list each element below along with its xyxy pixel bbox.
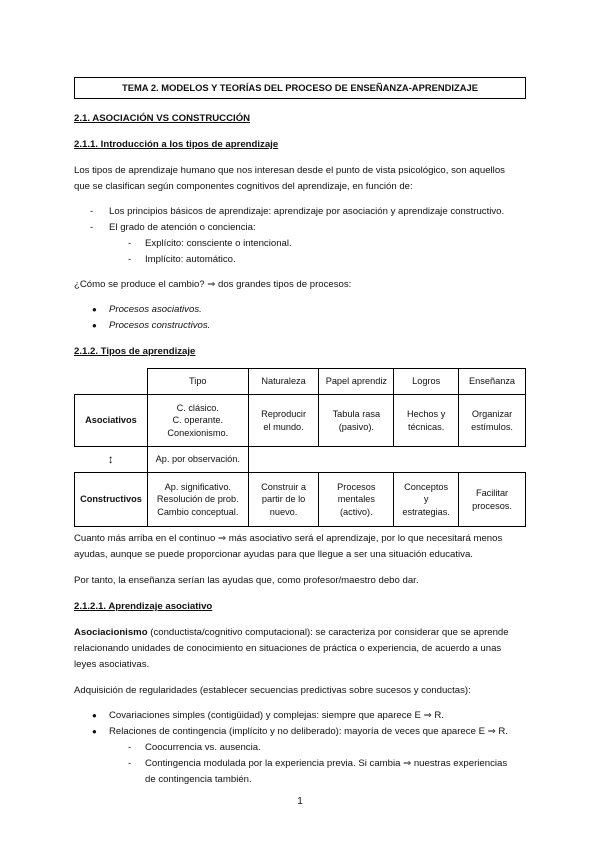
table-header: Papel aprendiz — [319, 369, 394, 395]
table-cell-naturaleza: Reproducir el mundo. — [248, 395, 319, 447]
table-corner-cell — [75, 369, 148, 395]
intro-line-1: Los tipos de aprendizaje humano que nos interesan desde el punto de vista psicológico, son aquellos — [74, 165, 505, 176]
table-header: Logros — [394, 369, 459, 395]
table-cell-papel: Tabula rasa (pasivo). — [319, 395, 394, 447]
tipos-aprendizaje-table — [74, 368, 526, 527]
tanto-text: Por tanto, la enseñanza serían las ayudas que, como profesor/maestro debo dar. — [74, 575, 419, 586]
list-item: Relaciones de contingencia (implícito y no deliberado): mayoría de veces que aparece E ⇒ R. — [109, 726, 508, 737]
question-text: ¿Cómo se produce el cambio? ⇒ dos grandes tipos de procesos: — [74, 279, 352, 290]
table-cell-observacion: Ap. por observación. — [147, 447, 248, 473]
asociacionismo-line-3: leyes asociativas. — [74, 659, 150, 670]
section-heading-2-1: 2.1. ASOCIACIÓN VS CONSTRUCCIÓN — [74, 113, 251, 124]
table-cell-logros: Conceptos y estrategias. — [394, 473, 459, 527]
dash-marker: - — [90, 206, 94, 217]
table-row-asociativos — [75, 395, 526, 447]
table-header: Enseñanza — [459, 369, 526, 395]
table-cell-naturaleza: Construir a partir de lo nuevo. — [248, 473, 319, 527]
document-title: TEMA 2. MODELOS Y TEORÍAS DEL PROCESO DE ENSEÑANZA-APRENDIZAJE — [74, 77, 526, 99]
table-header: Tipo — [147, 369, 248, 395]
table-row-constructivos — [75, 473, 526, 527]
list-item: Procesos asociativos. — [109, 304, 202, 315]
dash-marker: - — [128, 238, 132, 249]
dash-marker: - — [128, 758, 132, 769]
asociacionismo-line-1 — [74, 626, 526, 640]
section-heading-2-1-1: 2.1.1. Introducción a los tipos de aprendizaje — [74, 139, 279, 150]
dash-marker: - — [128, 742, 132, 753]
table-cell-papel: Procesos mentales (activo). — [319, 473, 394, 527]
list-item: Los principios básicos de aprendizaje: aprendizaje por asociación y aprendizaje constructivo. — [109, 206, 505, 217]
row-label: Constructivos — [75, 473, 148, 527]
table-cell-ensenanza: Facilitar procesos. — [459, 473, 526, 527]
list-item: Covariaciones simples (contigüidad) y complejas: siempre que aparece E ⇒ R. — [109, 710, 444, 721]
asociacionismo-term: Asociacionismo — [74, 627, 148, 638]
bullet-icon: ● — [92, 305, 97, 314]
section-heading-2-1-2: 2.1.2. Tipos de aprendizaje — [74, 346, 196, 357]
table-cell-tipo: C. clásico. C. operante. Conexionismo. — [147, 395, 248, 447]
asociacionismo-def: (conductista/cognitivo computacional): se caracteriza por considerar que se aprende — [147, 627, 509, 638]
sub-list-item: Coocurrencia vs. ausencia. — [145, 742, 261, 753]
double-arrow-icon: ↕ — [107, 452, 114, 467]
adquisicion-text: Adquisición de regularidades (establecer secuencias predictivas sobre sucesos y conductas): — [74, 685, 471, 696]
continuo-line-2: ayudas, aunque se puede proporcionar ayudas para que llegue a ser una situación educativa. — [74, 549, 473, 560]
bullet-icon: ● — [92, 711, 97, 720]
bullet-icon: ● — [92, 321, 97, 330]
table-cell-logros: Hechos y técnicas. — [394, 395, 459, 447]
sub-list-item-continued: de contingencia también. — [145, 774, 252, 785]
continuo-line-1: Cuanto más arriba en el continuo ⇒ más asociativo será el aprendizaje, por lo que necesitará menos — [74, 533, 503, 544]
dash-marker: - — [128, 254, 132, 265]
row-label: Asociativos — [75, 395, 148, 447]
dash-marker: - — [90, 222, 94, 233]
table-cell-ensenanza: Organizar estímulos. — [459, 395, 526, 447]
sub-list-item: Explícito: consciente o intencional. — [145, 238, 292, 249]
sub-list-item: Contingencia modulada por la experiencia previa. Si cambia ⇒ nuestras experiencias — [145, 758, 508, 769]
section-heading-2-1-2-1: 2.1.2.1. Aprendizaje asociativo — [74, 601, 213, 612]
table-row-middle — [75, 447, 526, 473]
page-number: 1 — [297, 796, 303, 807]
table-header: Naturaleza — [248, 369, 319, 395]
list-item: El grado de atención o conciencia: — [109, 222, 256, 233]
sub-list-item: Implícito: automático. — [145, 254, 236, 265]
list-item: Procesos constructivos. — [109, 320, 211, 331]
bullet-icon: ● — [92, 727, 97, 736]
table-cell-tipo: Ap. significativo. Resolución de prob. Cambio conceptual. — [147, 473, 248, 527]
asociacionismo-line-2: relacionando unidades de conocimiento en situaciones de práctica o experiencia, de acuerdo a unas — [74, 643, 502, 654]
table-header-row — [75, 369, 526, 395]
intro-line-2: que se clasifican según componentes cognitivos del aprendizaje, en función de: — [74, 181, 413, 192]
